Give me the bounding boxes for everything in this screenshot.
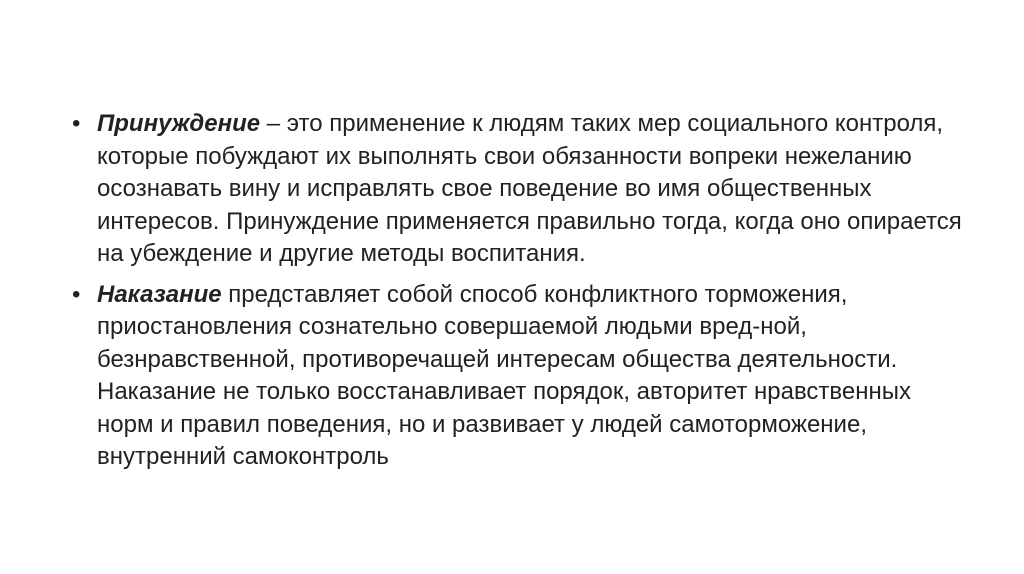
definition-punishment: представляет собой способ конфликтного торможения, приостановления сознательно совершаемой людьми вред-ной, безнравственной, противоречащей интересам общества деятельности. Наказание не только восстанавливает порядок, авторитет нравственных норм и правил поведения, но и развивает у людей самоторможение, внутренний самоконтроль <box>97 280 912 470</box>
definition-coercion: – это применение к людям таких мер социального контроля, которые побуждают их выполнять свои обязанности вопреки нежеланию осознавать вину и исправлять свое поведение во имя общественных интересов. Принуждение применяется правильно тогда, когда оно опирается на убеждение и другие методы воспитания. <box>97 110 962 267</box>
bullet-dot-icon: • <box>72 280 81 308</box>
term-coercion: Принуждение <box>97 110 261 137</box>
term-punishment: Наказание <box>97 280 222 308</box>
bullet-dot-icon: • <box>72 110 81 137</box>
bullet-coercion <box>68 108 968 271</box>
bullet-list <box>68 108 968 474</box>
bullet-punishment <box>68 279 968 474</box>
